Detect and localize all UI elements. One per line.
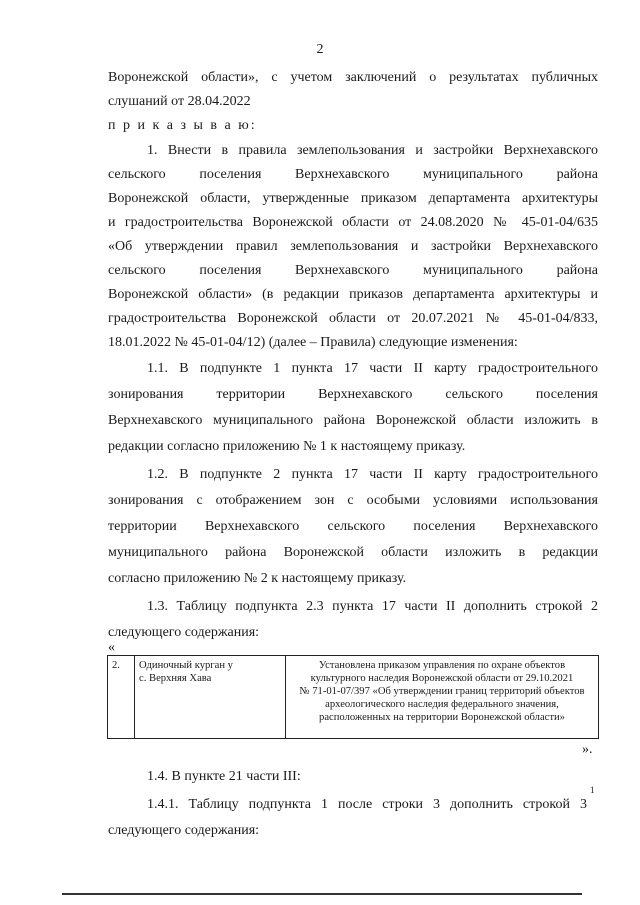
table-cell-object	[135, 656, 286, 739]
text-line: Воронежской области», с учетом заключений о результатах публичных	[108, 70, 598, 85]
table-cell-description	[286, 656, 599, 739]
text-line: зонирования территории Верхнехавского сельского поселения	[108, 387, 598, 402]
table-row	[108, 656, 599, 739]
paragraph-1-1-start: 1.1. В подпункте 1 пункта 17 части II карту градостроительного	[147, 361, 598, 376]
description-line: археологического наследия федерального значения,	[325, 699, 559, 710]
inserted-table-row	[107, 655, 599, 739]
text-line: «Об утверждении правил землепользования и застройки Верхнехавского	[108, 239, 598, 254]
closing-quote: ».	[582, 742, 593, 757]
paragraph-1-4-start: 1.4. В пункте 21 части III:	[147, 769, 301, 784]
object-name-line: с. Верхняя Хава	[139, 673, 212, 684]
superscript-one: 1	[590, 785, 595, 795]
text-line: сельского поселения Верхнехавского муниципального района	[108, 263, 598, 278]
description-line: расположенных на территории Воронежской области»	[319, 712, 565, 723]
text-line: 18.01.2022 № 45-01-04/12) (далее – Правила) следующие изменения:	[108, 335, 518, 350]
text-line: территории Верхнехавского сельского поселения Верхнехавского	[108, 519, 598, 534]
text-line: Воронежской области, утвержденные приказом департамента архитектуры	[108, 191, 598, 206]
text-line: сельского поселения Верхнехавского муниципального района	[108, 167, 598, 182]
text-line: и градостроительства Воронежской области от 24.08.2020 № 45-01-04/635	[108, 215, 598, 230]
text-line: слушаний от 28.04.2022	[108, 94, 251, 109]
text-line: градостроительства Воронежской области от 20.07.2021 № 45-01-04/833,	[108, 311, 598, 326]
text-line: согласно приложению № 2 к настоящему приказу.	[108, 571, 407, 586]
object-name-line: Одиночный курган у	[139, 660, 233, 671]
text-line: следующего содержания:	[108, 625, 260, 640]
order-word: п р и к а з ы в а ю:	[108, 118, 257, 133]
paragraph-1-2-start: 1.2. В подпункте 2 пункта 17 части II карту градостроительного	[147, 467, 598, 482]
text-line: редакции согласно приложению № 1 к настоящему приказу.	[108, 439, 466, 454]
description-line: культурного наследия Воронежской области от 29.10.2021	[310, 673, 574, 684]
table-cell-number	[108, 656, 135, 739]
row-number: 2.	[112, 660, 120, 671]
paragraph-1-3-start: 1.3. Таблицу подпункта 2.3 пункта 17 части II дополнить строкой 2	[147, 599, 598, 614]
bottom-divider	[62, 893, 582, 895]
text-line: Воронежской области» (в редакции приказов департамента архитектуры и	[108, 287, 598, 302]
page-number: 2	[316, 42, 324, 57]
text-line: Верхнехавского муниципального района Воронежской области изложить в	[108, 413, 598, 428]
text-line: следующего содержания:	[108, 823, 260, 838]
description-line: Установлена приказом управления по охране объектов	[318, 660, 566, 671]
text-line: муниципального района Воронежской области изложить в редакции	[108, 545, 598, 560]
paragraph-1-start: 1. Внести в правила землепользования и застройки Верхнехавского	[147, 143, 598, 158]
text-line: зонирования с отображением зон с особыми условиями использования	[108, 493, 598, 508]
opening-quote: «	[108, 640, 115, 655]
paragraph-1-4-1-start: 1.4.1. Таблицу подпункта 1 после строки 3 дополнить строкой 3	[147, 797, 587, 812]
description-line: № 71-01-07/397 «Об утверждении границ территорий объектов	[299, 686, 585, 697]
